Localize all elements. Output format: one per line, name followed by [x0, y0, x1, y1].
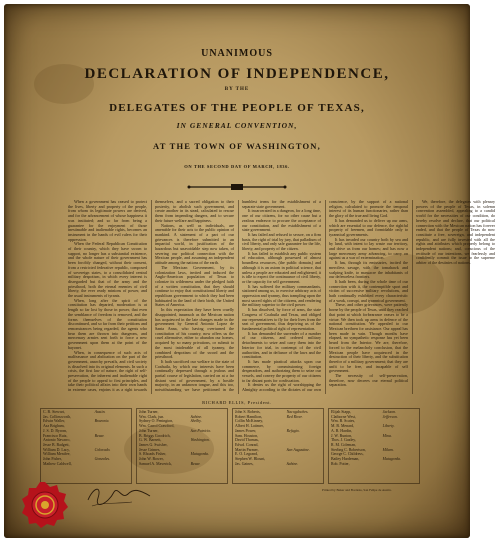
title-line-delegates: DELEGATES OF THE PEOPLE OF TEXAS,	[109, 102, 365, 114]
signer-name: David Thomas,	[235, 438, 259, 443]
body-paragraph: It incarcerated in a dungeon, for a long time, one of our citizens, for no other cause but a zealous endeavor to procure the acceptance of our constitution, and the establishment of a state government.	[242, 208, 321, 233]
body-paragraph: When, in consequence of such acts of malfeasance and abdication on the part of the government, anarchy prevails, and civil society is dissolved into its original elements. In such a crisis, the first law of nature, the right of self-preservation, the inherent and inalienable right of the people to appeal to first principles, and take their political affairs into their own hands in extreme cases, enjoins it as a right towards themselves, and a sacred obligation to their posterity, to abolish such government, and create another in its stead, calculated to rescue them from impending dangers, and to secure their future welfare and happiness.	[68, 199, 234, 393]
signer-name: J. S. D. Byrom,	[43, 428, 68, 433]
signer-name: Albert H. Latimer,	[235, 424, 264, 429]
signer-municipality: Matagorda.	[382, 457, 401, 462]
body-paragraph: These, and other grievances, were patiently borne by the people of Texas, until they reached that point at which forbearance ceases to be a virtue. We then took up arms in defence of the national constitution. We appealed to our Mexican brethren for assistance. Our appeal has been made in vain. Though months have elapsed, no sympathetic response has yet been heard from the Interior. We are, therefore, forced to the melancholy conclusion, that the Mexican people have acquiesced in the destruction of their liberty, and the substitution therefor of a military government; that they are unfit to be free, and incapable of self government.	[329, 302, 408, 374]
signer-municipality: Brazoria.	[94, 419, 110, 424]
signer-name: Jesse Grimes,	[139, 447, 161, 452]
signer-municipality	[383, 462, 417, 467]
signer-municipality: Nacogdoches.	[286, 410, 309, 414]
signer-name: John Turner,	[139, 410, 159, 414]
signer-municipality: Gonzales.	[94, 457, 111, 462]
signer-name: James Power,	[235, 428, 257, 433]
body-paragraph: It has suffered the military commandants, stationed among us, to exercise arbitrary acts of oppression and tyranny, thus trampling upon the most sacred rights of the citizens, and rendering the military superior to the civil power.	[242, 283, 321, 308]
body-paragraph: It has failed and refused to secure, on a firm basis, the right of trial by jury, that palladium of civil liberty, and only safe guarantee for the life, liberty, and property of the citizen.	[242, 231, 321, 252]
signer-name: Collin McKinney,	[235, 419, 264, 424]
body-paragraph: It has failed to establish any public system of education, although possessed of almost boundless resources, (the public domain,) and although it is an axiom in political science, that unless a people are educated and enlightened, it is idle to expect the continuance of civil liberty, or the capacity for self government.	[242, 250, 321, 284]
signer-name: Edwin Waller,	[43, 419, 66, 424]
signer-name: Sam. Houston,	[235, 433, 259, 438]
signer-names	[235, 410, 287, 482]
signer-name: Bailey Hardeman,	[331, 457, 360, 462]
body-paragraph: It has dissolved, by force of arms, the state Congress of Coahuila and Texas, and obliged our representatives to fly for their lives from the seat of government, thus depriving us of the fundamental political right of representation.	[242, 307, 321, 331]
signer-municipality: Austin.	[94, 410, 106, 414]
title-line-by-the: BY THE	[224, 87, 250, 92]
signer-municipality: Milam.	[382, 447, 394, 452]
signer-municipalities	[95, 410, 129, 482]
signer-name: John W. Bower,	[139, 457, 164, 462]
document-title: DECLARATION OF INDEPENDENCE,	[84, 66, 390, 82]
signer-name: John Fisher,	[43, 457, 62, 462]
title-line-washington: AT THE TOWN OF WASHINGTON,	[153, 141, 321, 151]
signer-name: Rob. Potter,	[331, 461, 350, 466]
signer-municipality: Sabine.	[190, 414, 203, 419]
signer-name: Robert Hamilton,	[235, 414, 263, 419]
signer-name: A. B. Hardin,	[331, 428, 353, 433]
signer-name: John S. Roberts,	[235, 410, 261, 414]
body-paragraph: When, long after the spirit of the constitution has departed, moderation is at length so far lost by those in power, that even the semblance of freedom is removed, and the forms themselves of the constitution discontinued, and so far from their petitions and remonstrances being regarded, the agents who bear them are thrown into dungeons, and mercenary armies sent forth to force a new government upon them at the point of the bayonet.	[68, 297, 147, 350]
signer-municipality: Bexar.	[94, 433, 105, 438]
signer-municipality: Colorado.	[94, 447, 111, 452]
parchment-document	[4, 4, 495, 538]
signer-name: Thos. J. Gazley,	[331, 438, 356, 443]
title-line-convention: IN GENERAL CONVENTION,	[176, 121, 298, 130]
signer-municipality: Matagorda.	[190, 452, 209, 457]
signer-name: S. Rhoads Fisher,	[139, 452, 167, 457]
signer-municipality: Shelby.	[190, 419, 202, 424]
signer-municipality: Red River.	[286, 414, 303, 419]
signer-name: R. M. Coleman,	[331, 442, 356, 447]
body-paragraph: It has invaded our country both by sea and by land, with intent to lay waste our territory, and drive us from our homes; and has now a large mercenary army advancing, to carry on against us a war of extermination.	[329, 236, 408, 261]
signer-municipality: San Augustine.	[286, 447, 310, 452]
signer-name: Francisco Ruiz,	[43, 433, 68, 438]
signers-table	[40, 408, 420, 484]
signer-column	[328, 408, 420, 484]
signer-name: John Turner,	[139, 428, 159, 433]
signer-municipality: Sabine.	[286, 461, 299, 466]
signer-name: Wm. B. Scates,	[331, 419, 356, 424]
signer-name: Sydney O. Penington,	[139, 419, 174, 424]
body-paragraph: It denies us the right of worshipping the Almighty according to the dictates of our own conscience, by the support of a national religion, calculated to promote the temporal interest of its human functionaries, rather than the glory of the true and living God.	[242, 199, 408, 393]
signer-name: Edwd. Conrad,	[235, 442, 259, 447]
signer-name: Mathew Caldwell,	[43, 461, 72, 466]
body-paragraph: When a government has ceased to protect the lives, liberty and property of the people, from whom its legitimate powers are derived, and for the advancement of whose happiness it was instituted; and so far from being a guarantee for the enjoyment of those inestimable and inalienable rights, becomes an instrument in the hands of evil rulers for their oppression.	[68, 199, 147, 242]
signer-municipality	[95, 462, 129, 467]
signer-name: Wm. Carrol Crawford,	[139, 424, 175, 429]
ornament-rule	[187, 182, 287, 192]
signer-municipality: Liberty.	[382, 424, 395, 429]
signer-municipalities	[383, 410, 417, 482]
signer-municipality: Washington.	[190, 438, 210, 443]
body-paragraph: It hath been, during the whole time of our connection with it, the contemptible sport and victim of successive military revolutions, and hath continually exhibited every characteristic of a weak, corrupt, and tyrannical government.	[329, 278, 408, 303]
signer-name: Stephen W. Blount,	[235, 457, 266, 462]
signer-column	[40, 408, 132, 484]
body-paragraph: It hath sacrificed our welfare to the state of Coahuila, by which our interests have been continually depressed through a jealous and partial course of legislation, carried on at a far distant seat of government, by a hostile majority, in an unknown tongue, and this too, notwithstanding we have petitioned in the humblest terms for the establishment of a separate state government.	[155, 199, 321, 393]
title-line-date: ON THE SECOND DAY OF MARCH, 1836.	[184, 164, 290, 169]
body-paragraph: We, therefore, the delegates with plenary powers of the people of Texas, in solemn convention assembled, appealing to a candid world for the necessities of our condition, do hereby resolve and declare, that our political connection with the Mexican nation has forever ended, and that the people of Texas do now constitute a free, sovereign, and independent republic, and are fully invested with all the rights and attributes which properly belong to independent nations; and, conscious of the rectitude of our intentions, we fearlessly and confidently commit the issue to the supreme arbiter of the destinies of nations.	[416, 199, 495, 266]
signer-column	[232, 408, 324, 484]
signer-municipalities	[191, 410, 225, 482]
body-paragraph: When the Federal Republican Constitution of their country, which they have sworn to support, no longer has a substantial existence, and the whole nature of their government has been forcibly changed, without their consent, from a restricted federative republic, composed of sovereign states, to a consolidated central military despotism, in which every interest is disregarded but that of the army and the priesthood, both the eternal enemies of civil liberty, the ever ready minions of power, and the usual instruments of tyrants.	[68, 241, 147, 299]
body-paragraph: The Mexican Government, by its colonization laws, invited and induced the Anglo-American population of Texas to colonize its wilderness under the pledged faith of a written constitution, that they should continue to enjoy that constitutional liberty and republican government to which they had been habituated in the land of their birth, the United States of America.	[155, 264, 234, 308]
signer-municipality: San Patricio.	[190, 428, 212, 433]
signer-municipalities	[287, 410, 321, 482]
signer-name: C. B. Stewart,	[43, 410, 65, 414]
signer-names	[139, 410, 191, 482]
declaration-body	[68, 199, 495, 394]
signer-name: Samuel A. Maverick,	[139, 461, 173, 466]
signer-names	[43, 410, 95, 482]
printer-note: Printed by Baker and Bordens, San Felipe de Austin.	[322, 488, 392, 492]
signer-name: Jesse B. Badgett,	[43, 442, 70, 447]
body-paragraph: Nations, as well as individuals, are amenable for their acts to the public opinion of mankind. A statement of a part of our grievances is therefore submitted to an impartial world, in justification of the hazardous but unavoidable step now taken, of severing our political connection with the Mexican people, and assuming an independent attitude among the nations of the earth.	[155, 222, 234, 266]
body-paragraph: The necessity of self-preservation, therefore, now decrees our eternal political separation.	[329, 373, 408, 388]
signer-name: George C. Childress,	[331, 452, 364, 457]
signer-name: E. O. Legrand,	[235, 452, 259, 457]
president-line: RICHARD ELLIS, President.	[202, 400, 272, 405]
title-line-unanimous: UNANIMOUS	[201, 48, 273, 59]
body-paragraph: It has demanded us to deliver up our arms, which are essential to our defence, the rightful property of freemen, and formidable only to tyrannical governments.	[329, 217, 408, 237]
wax-seal-icon	[20, 480, 70, 530]
body-paragraph: It has made piratical attacks upon our commerce, by commissioning foreign desperadoes, and authorizing them to seize our vessels, and convey the property of our citizens to far distant ports for confiscation.	[242, 358, 321, 383]
signer-name: Jas. Collinsworth,	[43, 414, 71, 419]
signer-name: J. W. Bunton,	[331, 433, 353, 438]
signer-name: Sterling C. Robertson,	[331, 447, 366, 452]
signer-name: B. Briggs Goodrich,	[139, 433, 171, 438]
signer-municipality: Jackson.	[382, 410, 397, 414]
signer-name: Martin Parmer,	[235, 447, 259, 452]
body-paragraph: It has demanded the surrender of a number of our citizens, and ordered military detachments to seize and carry them into the Interior for trial, in contempt of the civil authorities, and in defiance of the laws and the constitution.	[242, 330, 321, 360]
body-paragraph: In this expectation they have been cruelly disappointed, inasmuch as the Mexican nation has acquiesced in the late changes made in the government by General Antonio Lopez de Santa Anna, who having overturned the constitution of his country, now offers us the cruel alternative, either to abandon our homes, acquired by so many privations, or submit to the most intolerable of all tyranny, the combined despotism of the sword and the priesthood.	[155, 307, 234, 360]
signer-name: Wm. Clark, jun.	[139, 414, 165, 419]
signer-name: William Menifee,	[43, 452, 71, 457]
signer-municipality: Mina.	[382, 433, 392, 438]
signer-name: G. W. Barnett,	[139, 438, 162, 443]
handwritten-signature	[84, 480, 154, 510]
signer-name: Elijah Stapp,	[331, 410, 352, 414]
body-paragraph: It has, through its emissaries, incited the merciless savage, with the tomahawk and scalping knife, to massacre the inhabitants of our defenceless frontiers.	[329, 260, 408, 280]
signer-column	[136, 408, 228, 484]
signer-name: Jas. Gaines,	[235, 461, 254, 466]
signer-names	[331, 410, 383, 482]
signer-municipality: Bexar.	[190, 461, 201, 466]
signer-name: Antonio Navarro,	[43, 438, 71, 443]
signer-name: Claiborne West,	[331, 414, 356, 419]
signer-name: Asa Brigham,	[43, 424, 65, 429]
signer-municipality: Refugio.	[286, 428, 300, 433]
signer-name: James G. Swisher,	[139, 442, 168, 447]
signer-name: William D. Lacy,	[43, 447, 70, 452]
signer-municipality: Jefferson.	[382, 414, 398, 419]
signer-name: M. B. Menard,	[331, 424, 355, 429]
